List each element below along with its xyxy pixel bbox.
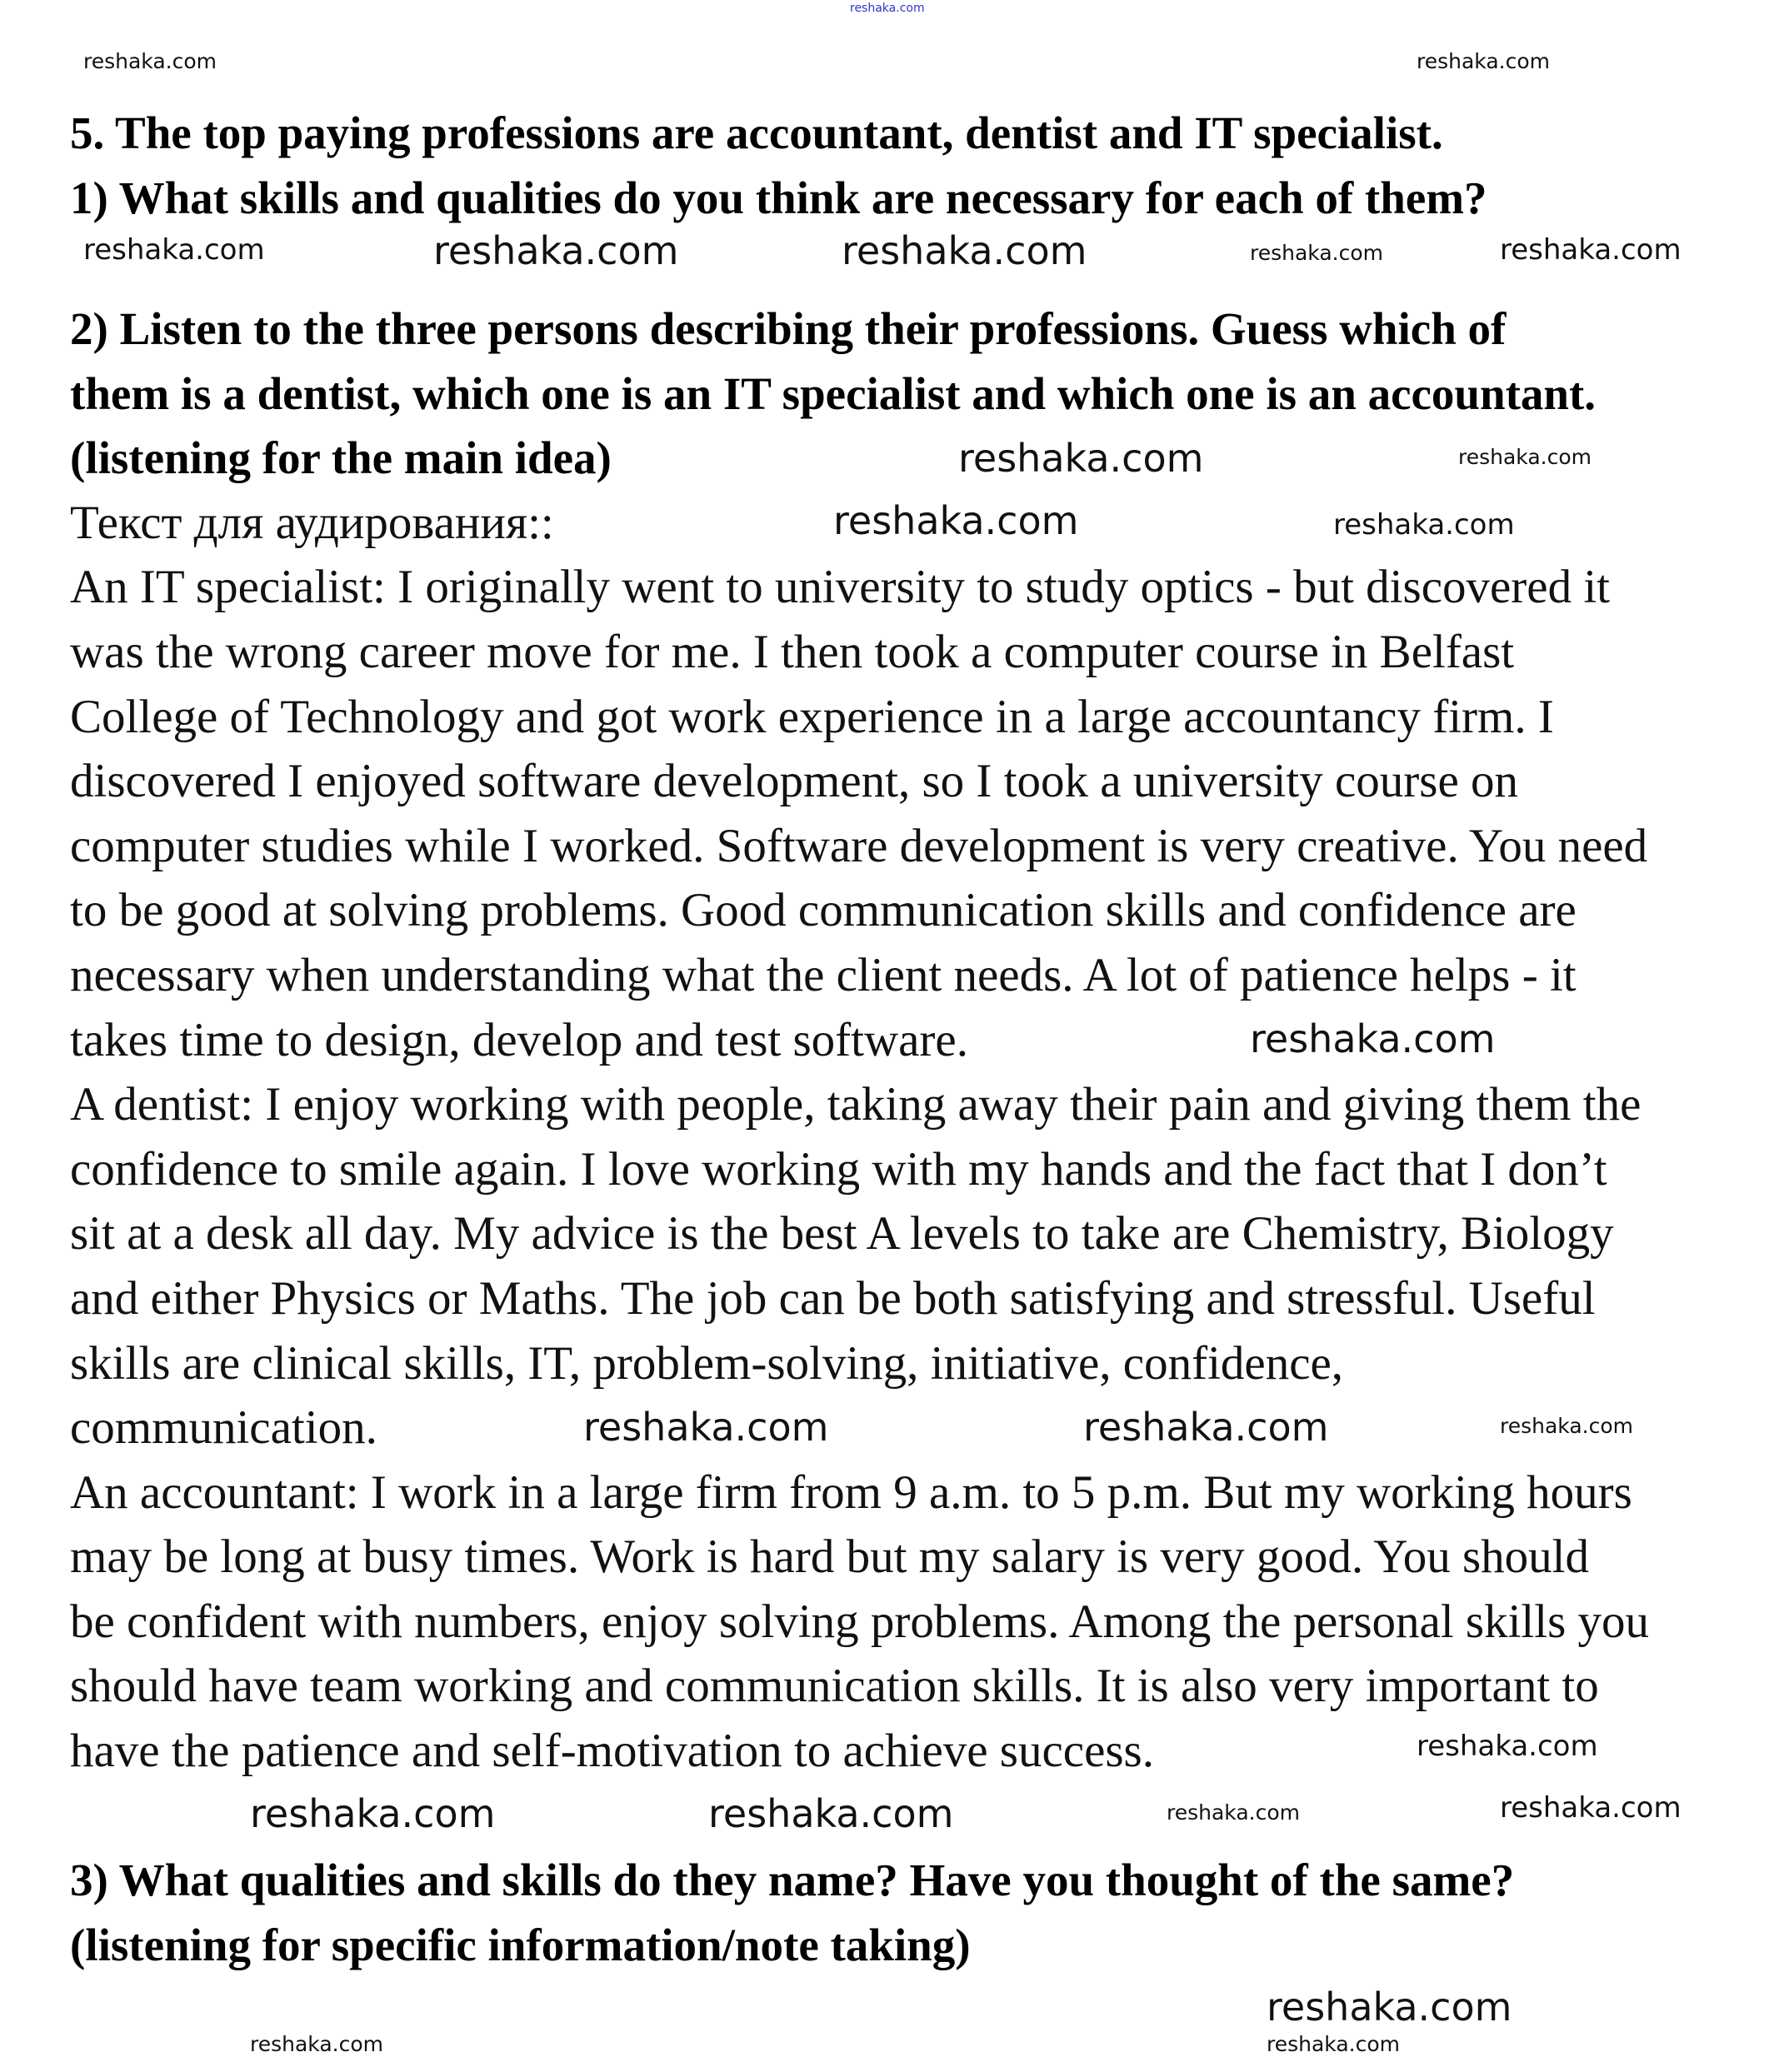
top-watermark: reshaka.com xyxy=(850,2,925,15)
watermark: reshaka.com xyxy=(1167,1800,1300,1825)
listening-text-label: Текст для аудирования:: xyxy=(70,496,554,549)
watermark: reshaka.com xyxy=(833,498,1079,543)
accountant-line: have the patience and self-motivation to achieve success. xyxy=(70,1725,1154,1778)
dentist-line: confidence to smile again. I love working with my hands and the fact that I don’t xyxy=(70,1142,1607,1196)
it-specialist-line: was the wrong career move for me. I then took a computer course in Belfast xyxy=(70,625,1515,678)
watermark: reshaka.com xyxy=(1250,241,1383,265)
question-3-line: 3) What qualities and skills do they name? Have you thought of the same? xyxy=(70,1855,1515,1906)
watermark: reshaka.com xyxy=(1267,2032,1400,2056)
watermark: reshaka.com xyxy=(83,233,265,267)
watermark: reshaka.com xyxy=(583,1405,829,1450)
it-specialist-line: An IT specialist: I originally went to university to study optics - but discovered it xyxy=(70,561,1610,614)
watermark: reshaka.com xyxy=(1458,445,1592,469)
watermark: reshaka.com xyxy=(250,1791,496,1836)
watermark: reshaka.com xyxy=(1083,1405,1329,1450)
it-specialist-line: necessary when understanding what the client needs. A lot of patience helps - it xyxy=(70,948,1577,1001)
watermark: reshaka.com xyxy=(1500,1414,1633,1438)
exercise-body xyxy=(70,297,1649,1977)
dentist-line: A dentist: I enjoy working with people, taking away their pain and giving them the xyxy=(70,1078,1642,1131)
watermark: reshaka.com xyxy=(708,1791,954,1836)
question-1: 1) What skills and qualities do you think are necessary for each of them? xyxy=(70,172,1487,223)
watermark: reshaka.com xyxy=(958,436,1204,481)
question-2-line: (listening for the main idea) xyxy=(70,432,612,484)
watermark: reshaka.com xyxy=(250,2032,383,2056)
accountant-line: may be long at busy times. Work is hard but my salary is very good. You should xyxy=(70,1530,1589,1584)
question-2-line: 2) Listen to the three persons describing their professions. Guess which of xyxy=(70,303,1507,354)
question-2-line: them is a dentist, which one is an IT specialist and which one is an accountant. xyxy=(70,367,1597,419)
it-specialist-line: computer studies while I worked. Software development is very creative. You need xyxy=(70,819,1648,872)
watermark: reshaka.com xyxy=(1267,1985,1512,2030)
accountant-line: should have team working and communication skills. It is also very important to xyxy=(70,1660,1599,1713)
watermark: reshaka.com xyxy=(433,228,679,273)
exercise-heading: 5. The top paying professions are accountant, dentist and IT specialist. xyxy=(70,107,1443,158)
it-specialist-line: takes time to design, develop and test software. xyxy=(70,1013,968,1066)
watermark: reshaka.com xyxy=(1417,1730,1598,1763)
it-specialist-line: College of Technology and got work experience in a large accountancy firm. I xyxy=(70,690,1554,743)
dentist-line: and either Physics or Maths. The job can be both satisfying and stressful. Useful xyxy=(70,1271,1596,1325)
watermark: reshaka.com xyxy=(83,49,217,73)
it-specialist-line: to be good at solving problems. Good communication skills and confidence are xyxy=(70,884,1577,937)
watermark: reshaka.com xyxy=(1500,1791,1682,1825)
accountant-line: be confident with numbers, enjoy solving problems. Among the personal skills you xyxy=(70,1595,1650,1648)
watermark: reshaka.com xyxy=(1417,49,1550,73)
dentist-line: skills are clinical skills, IT, problem-solving, initiative, confidence, xyxy=(70,1336,1344,1390)
watermark: reshaka.com xyxy=(1250,1016,1496,1061)
question-3-line: (listening for specific information/note taking) xyxy=(70,1919,971,1970)
dentist-line: sit at a desk all day. My advice is the best A levels to take are Chemistry, Biology xyxy=(70,1207,1614,1261)
it-specialist-line: discovered I enjoyed software development, so I took a university course on xyxy=(70,755,1518,808)
dentist-line: communication. xyxy=(70,1401,377,1455)
watermark: reshaka.com xyxy=(842,228,1087,273)
accountant-line: An accountant: I work in a large firm from 9 a.m. to 5 p.m. But my working hours xyxy=(70,1465,1632,1519)
watermark: reshaka.com xyxy=(1500,233,1682,267)
watermark: reshaka.com xyxy=(1333,508,1515,542)
